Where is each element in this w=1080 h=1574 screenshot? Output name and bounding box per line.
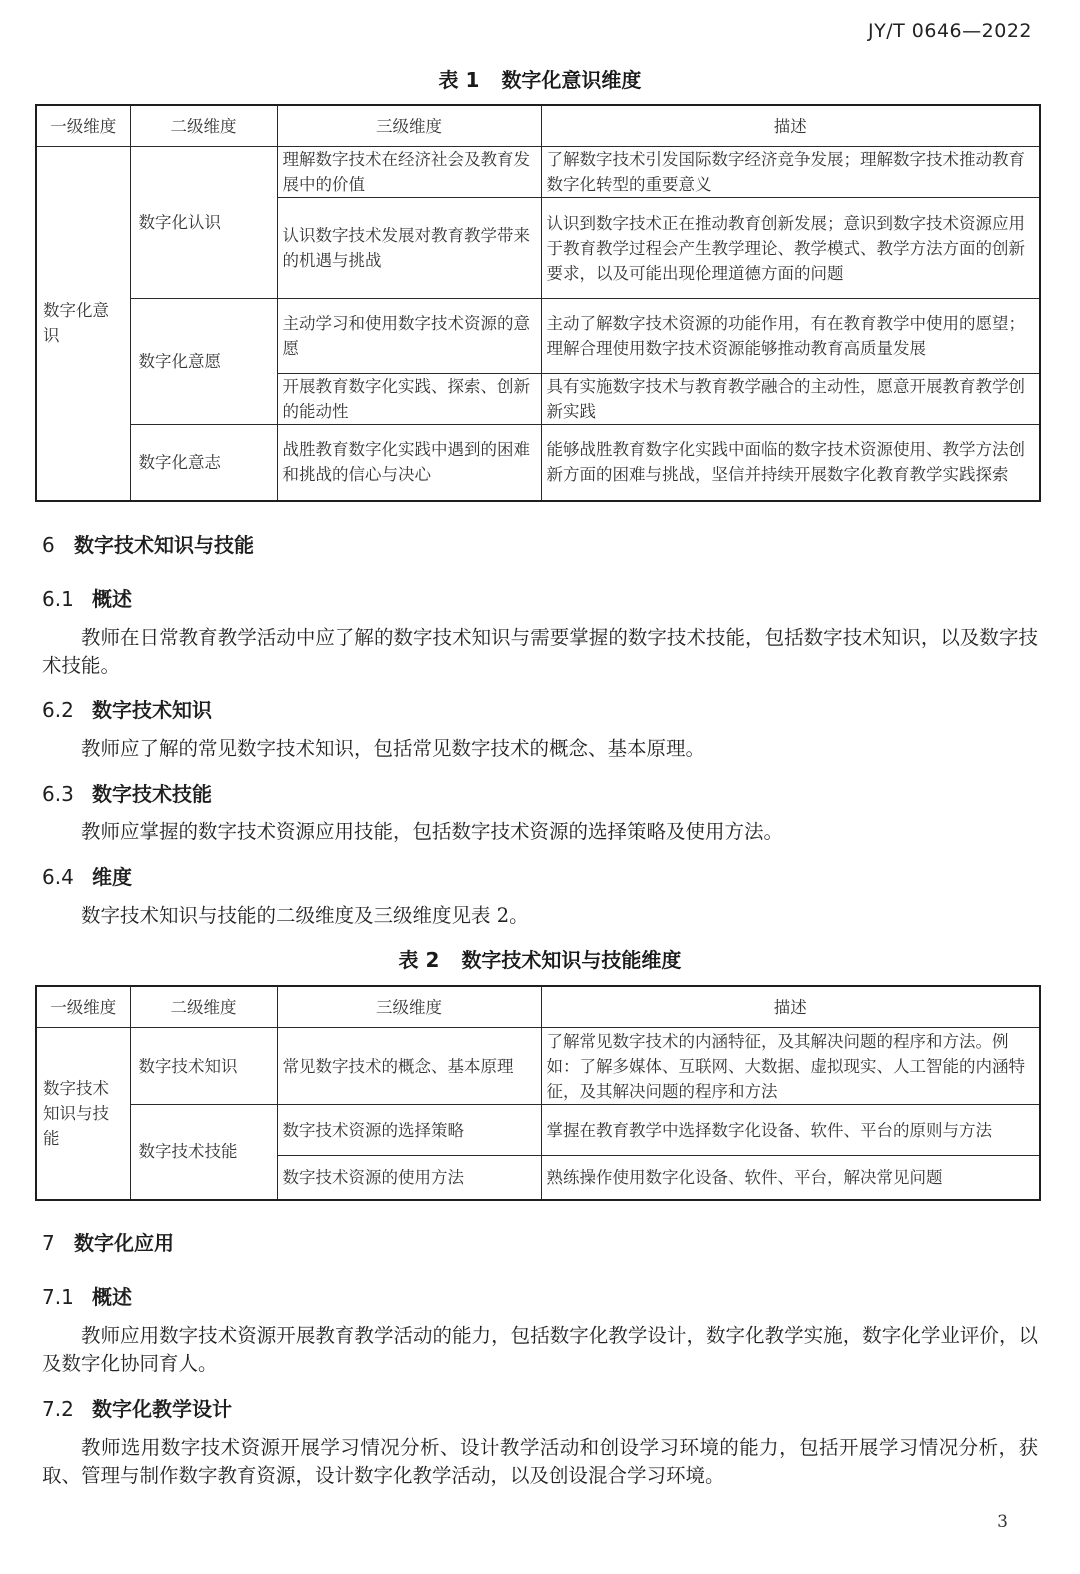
table-row [36,1028,1040,1105]
section-title: 数字化应用 [74,1231,174,1255]
level2-cell: 数字化认识 [130,147,277,299]
section-title: 数字技术知识与技能 [74,533,254,557]
description-cell: 具有实施数字技术与教育教学融合的主动性，愿意开展教育教学创新实践 [541,374,1040,425]
description-cell: 熟练操作使用数字化设备、软件、平台，解决常见问题 [541,1156,1040,1200]
level3-cell: 常见数字技术的概念、基本原理 [277,1028,541,1105]
section-6-3-heading [42,778,212,807]
section-6-2-text: 教师应了解的常见数字技术知识，包括常见数字技术的概念、基本原理。 [81,737,706,760]
section-6-heading [42,529,254,558]
description-cell: 认识到数字技术正在推动教育创新发展；意识到数字技术资源应用于教育教学过程会产生教学理论、教学模式、教学方法方面的创新要求，以及可能出现伦理道德方面的问题 [541,198,1040,299]
section-title: 概述 [92,587,132,611]
level3-cell: 认识数字技术发展对教育教学带来的机遇与挑战 [277,198,541,299]
table1-col-header: 一级维度 [36,105,130,147]
table1-number: 表 1 [438,68,480,92]
description-cell: 能够战胜教育数字化实践中面临的数字技术资源使用、教学方法创新方面的困难与挑战，坚信并持续开展数字化教育教学实践探索 [541,425,1040,501]
section-7-2-text: 教师选用数字技术资源开展学习情况分析、设计教学活动和创设学习环境的能力，包括开展学习情况分析，获取、管理与制作数字教育资源，设计数字化教学活动，以及创设混合学习环境。 [42,1436,1038,1487]
table1-col-header: 描述 [541,105,1040,147]
description-cell: 了解数字技术引发国际数字经济竞争发展；理解数字技术推动教育数字化转型的重要意义 [541,147,1040,198]
level3-cell: 数字技术资源的选择策略 [277,1105,541,1156]
table2-col-header: 三级维度 [277,986,541,1028]
section-title: 数字化教学设计 [92,1397,232,1421]
section-number: 6 [42,533,55,557]
section-title: 概述 [92,1285,132,1309]
level2-cell: 数字技术技能 [130,1105,277,1200]
section-6-1-text: 教师在日常教育教学活动中应了解的数字技术知识与需要掌握的数字技术技能，包括数字技术知识，以及数字技术技能。 [42,626,1038,677]
table1-header-row [36,105,1040,147]
section-6-1-heading [42,583,132,612]
section-number: 7.1 [42,1285,74,1309]
section-number: 7 [42,1231,55,1255]
table2-number: 表 2 [398,948,440,972]
table-row [36,299,1040,374]
table-row [36,147,1040,198]
section-7-1-text: 教师应用数字技术资源开展教育教学活动的能力，包括数字化教学设计，数字化教学实施，数字化学业评价，以及数字化协同育人。 [42,1324,1038,1375]
table2 [35,985,1041,1201]
page-number: 3 [997,1512,1008,1532]
table2-col-header: 一级维度 [36,986,130,1028]
section-6-4-text: 数字技术知识与技能的二级维度及三级维度见表 2。 [81,904,529,927]
section-number: 6.3 [42,782,74,806]
table1-col-header: 二级维度 [130,105,277,147]
section-7-2-heading [42,1393,232,1422]
level2-cell: 数字技术知识 [130,1028,277,1105]
level3-cell: 主动学习和使用数字技术资源的意愿 [277,299,541,374]
level3-cell: 理解数字技术在经济社会及教育发展中的价值 [277,147,541,198]
table2-title: 数字技术知识与技能维度 [461,948,682,972]
table1-title: 数字化意识维度 [501,68,642,92]
section-title: 数字技术知识 [92,698,212,722]
table1 [35,104,1041,502]
description-cell: 掌握在教育教学中选择数字化设备、软件、平台的原则与方法 [541,1105,1040,1156]
section-6-4-heading [42,861,132,890]
section-6-3-text: 教师应掌握的数字技术资源应用技能，包括数字技术资源的选择策略及使用方法。 [81,820,784,843]
level3-cell: 开展教育数字化实践、探索、创新的能动性 [277,374,541,425]
section-number: 6.2 [42,698,74,722]
section-6-2-heading [42,694,212,723]
section-number: 6.4 [42,865,74,889]
table2-caption [0,944,1080,973]
level3-cell: 数字技术资源的使用方法 [277,1156,541,1200]
table-row [36,425,1040,501]
section-title: 维度 [92,865,132,889]
section-7-1-heading [42,1281,132,1310]
level1-cell: 数字化意识 [36,147,130,501]
description-cell: 主动了解数字技术资源的功能作用，有在教育教学中使用的愿望；理解合理使用数字技术资源能够推动教育高质量发展 [541,299,1040,374]
table-row [36,1105,1040,1156]
description-cell: 了解常见数字技术的内涵特征，及其解决问题的程序和方法。例如：了解多媒体、互联网、大数据、虚拟现实、人工智能的内涵特征，及其解决问题的程序和方法 [541,1028,1040,1105]
level1-cell: 数字技术知识与技能 [36,1028,130,1200]
standard-code: JY/T 0646—2022 [868,20,1032,42]
table1-col-header: 三级维度 [277,105,541,147]
table2-col-header: 描述 [541,986,1040,1028]
level3-cell: 战胜教育数字化实践中遇到的困难和挑战的信心与决心 [277,425,541,501]
level2-cell: 数字化意愿 [130,299,277,425]
section-number: 6.1 [42,587,74,611]
table1-caption [0,64,1080,93]
level2-cell: 数字化意志 [130,425,277,501]
section-title: 数字技术技能 [92,782,212,806]
table2-col-header: 二级维度 [130,986,277,1028]
table2-header-row [36,986,1040,1028]
section-number: 7.2 [42,1397,74,1421]
section-7-heading [42,1227,174,1256]
